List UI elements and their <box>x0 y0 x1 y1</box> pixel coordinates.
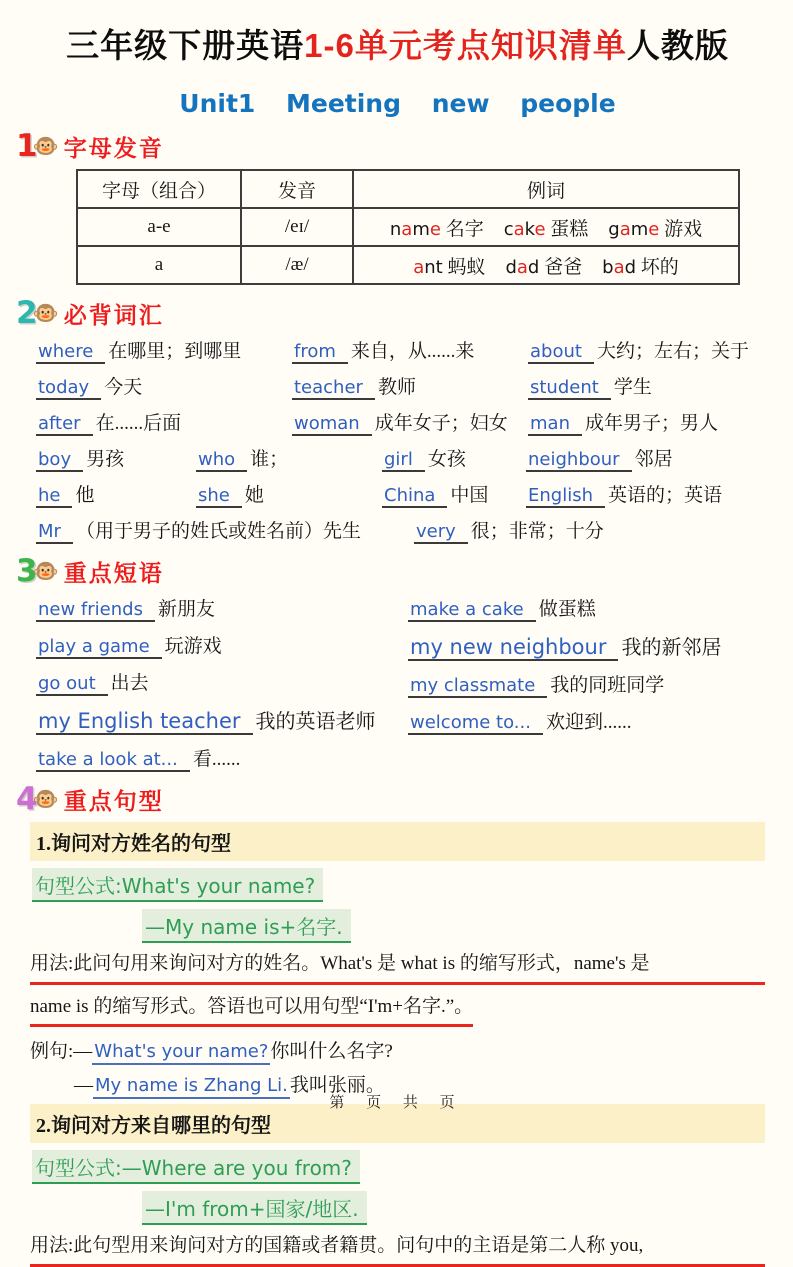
usage-paragraph <box>30 1232 765 1267</box>
phrase-item <box>36 668 408 695</box>
phrase-item <box>408 594 721 621</box>
vocab-item <box>36 480 196 507</box>
example-word <box>505 257 582 278</box>
vocab-word-en: she <box>196 485 242 508</box>
vocab-item <box>292 336 528 363</box>
vocab-word-zh: 英语的；英语 <box>608 485 723 506</box>
vocab-word-en: today <box>36 377 101 400</box>
example-word-en: dad <box>505 256 540 278</box>
monkey-icon: 🐵 <box>32 559 59 583</box>
vocab-word-en: very <box>414 521 468 544</box>
phrase-item <box>36 744 408 771</box>
phrase-column-right <box>408 594 721 771</box>
formula-line <box>32 1150 765 1184</box>
monkey-icon: 🐵 <box>32 787 59 811</box>
phonics-letters: a-e <box>77 208 241 246</box>
phonics-column-header: 发音 <box>241 170 353 208</box>
vocab-item <box>36 516 414 543</box>
vocab-item <box>526 444 673 471</box>
vocab-row <box>36 516 765 543</box>
phonics-examples <box>353 246 739 284</box>
phrase-en: my new neighbour <box>408 635 618 661</box>
phrase-en: play a game <box>36 636 162 659</box>
vocab-item <box>196 480 382 507</box>
phrase-zh: 出去 <box>110 673 149 694</box>
title-part-red: 1-6单元考点知识清单 <box>304 27 627 64</box>
vocab-item <box>528 336 749 363</box>
vocab-word-zh: （用于男子的姓氏或姓名前）先生 <box>75 521 361 542</box>
example-word-en: name <box>389 218 441 240</box>
phonics-table-header-row <box>77 170 739 208</box>
vocab-item <box>36 444 196 471</box>
example-prefix: 例句:— <box>30 1041 93 1063</box>
vocab-item <box>292 372 528 399</box>
phonics-examples <box>353 208 739 246</box>
usage-line: name is 的缩写形式。答语也可以用句型“I'm+名字.”。 <box>30 993 473 1028</box>
vocab-word-zh: 他 <box>75 485 95 506</box>
title-part-black-1: 三年级下册英语 <box>66 27 305 64</box>
vocab-row <box>36 444 765 471</box>
formula-line <box>142 909 765 943</box>
phrase-en: my English teacher <box>36 709 253 735</box>
page-footer: 第 页 共 页 <box>329 1095 464 1111</box>
phonics-table <box>76 169 740 285</box>
vocab-word-en: Mr <box>36 521 73 544</box>
formula-text: —My name is+名字. <box>142 909 351 943</box>
phonics-letters: a <box>77 246 241 284</box>
vocab-item <box>414 516 604 543</box>
vocab-item <box>36 372 292 399</box>
phrase-item <box>36 705 408 734</box>
section-title: 重点短语 <box>63 560 164 586</box>
section-number: 2 <box>16 295 38 331</box>
example-word-en: cake <box>503 218 546 240</box>
vocab-item <box>292 408 528 435</box>
vocab-word-zh: 邻居 <box>634 449 673 470</box>
pattern-heading: 2.询问对方来自哪里的句型 <box>30 1104 765 1143</box>
section-number: 1 <box>16 128 38 164</box>
vocab-word-zh: 学生 <box>613 377 652 398</box>
pattern-heading: 1.询问对方姓名的句型 <box>30 822 765 861</box>
phonics-sound: /æ/ <box>241 246 353 284</box>
pattern-block <box>30 822 765 1097</box>
vocab-word-en: where <box>36 341 105 364</box>
phrase-item <box>36 594 408 621</box>
example-zh: 你叫什么名字? <box>270 1041 393 1063</box>
example-word <box>504 219 589 240</box>
vocab-word-zh: 在哪里；到哪里 <box>108 341 242 362</box>
section-number: 4 <box>16 781 38 817</box>
vocab-item <box>526 480 722 507</box>
vocab-item <box>36 336 292 363</box>
vocab-word-en: woman <box>292 413 372 436</box>
vocab-word-zh: 中国 <box>450 485 489 506</box>
vocab-item <box>196 444 382 471</box>
page-title <box>30 20 765 67</box>
vocab-item <box>528 408 718 435</box>
formula-line <box>32 868 765 902</box>
example-word-zh: 坏的 <box>636 256 679 278</box>
example-word-zh: 蛋糕 <box>545 218 589 240</box>
phonics-column-header: 例词 <box>353 170 739 208</box>
vocab-item <box>36 408 292 435</box>
usage-line: 用法:此句型用来询问对方的国籍或者籍贯。问句中的主语是第二人称 you, <box>30 1232 765 1267</box>
phrase-item <box>36 631 408 658</box>
example-sentence <box>30 1036 765 1063</box>
vocab-word-en: girl <box>382 449 425 472</box>
formula-line <box>142 1191 765 1225</box>
vocab-word-en: student <box>528 377 611 400</box>
vocab-word-zh: 成年男子；男人 <box>584 413 718 434</box>
phrase-en: take a look at... <box>36 749 190 772</box>
example-word <box>413 257 485 278</box>
phrase-column-left <box>36 594 408 771</box>
example-word <box>602 257 679 278</box>
example-word-zh: 名字 <box>440 218 484 240</box>
monkey-icon: 🐵 <box>32 134 59 158</box>
vocab-word-en: who <box>196 449 247 472</box>
vocab-row <box>36 336 765 363</box>
phrase-item <box>408 631 721 660</box>
phonics-column-header: 字母（组合） <box>77 170 241 208</box>
vocab-item <box>382 444 526 471</box>
phonics-sound: /eɪ/ <box>241 208 353 246</box>
vocab-word-en: English <box>526 485 605 508</box>
phrase-item <box>408 670 721 697</box>
phonics-table-row <box>77 208 739 246</box>
vocab-word-zh: 谁； <box>250 449 289 470</box>
phrase-list <box>36 594 765 771</box>
vocab-word-zh: 很；非常；十分 <box>470 521 604 542</box>
example-word <box>390 219 484 240</box>
vocab-word-zh: 女孩 <box>427 449 466 470</box>
section-number: 3 <box>16 553 38 589</box>
formula-text: —I'm from+国家/地区. <box>142 1191 367 1225</box>
vocab-word-zh: 来自，从......来 <box>350 341 475 362</box>
example-word <box>608 219 702 240</box>
example-word-zh: 蚂蚁 <box>442 256 486 278</box>
vocab-word-en: China <box>382 485 447 508</box>
vocab-row <box>36 408 765 435</box>
vocab-word-zh: 在......后面 <box>95 413 182 434</box>
phrase-zh: 欢迎到...... <box>545 712 632 733</box>
section-header-vocabulary <box>16 297 765 330</box>
vocab-word-en: he <box>36 485 72 508</box>
section-header-phrases <box>16 555 765 588</box>
formula-text: 句型公式:What's your name? <box>32 868 323 902</box>
title-part-black-2: 人教版 <box>626 27 729 64</box>
vocab-word-en: neighbour <box>526 449 632 472</box>
example-word-zh: 游戏 <box>659 218 703 240</box>
section-title: 字母发音 <box>63 135 164 161</box>
vocab-word-zh: 成年女子；妇女 <box>374 413 508 434</box>
pattern-block <box>30 1104 765 1267</box>
phonics-table-row <box>77 246 739 284</box>
vocab-word-zh: 她 <box>244 485 264 506</box>
phrase-en: new friends <box>36 599 155 622</box>
vocab-item <box>382 480 526 507</box>
vocab-item <box>528 372 652 399</box>
vocab-word-zh: 教师 <box>377 377 416 398</box>
vocab-word-zh: 男孩 <box>86 449 125 470</box>
section-header-phonics <box>16 130 765 163</box>
vocab-word-en: teacher <box>292 377 375 400</box>
example-en: What's your name? <box>92 1041 270 1065</box>
usage-paragraph <box>30 950 765 1031</box>
section-title: 重点句型 <box>63 788 164 814</box>
example-en: My name is Zhang Li. <box>93 1075 290 1099</box>
usage-line: 用法:此问句用来询问对方的姓名。What's 是 what is 的缩写形式，name's 是 <box>30 950 765 985</box>
example-word-en: game <box>608 218 660 240</box>
phrase-en: go out <box>36 673 108 696</box>
section-title: 必背词汇 <box>63 302 164 328</box>
vocab-word-zh: 今天 <box>104 377 143 398</box>
formula-text: 句型公式:—Where are you from? <box>32 1150 360 1184</box>
monkey-icon: 🐵 <box>32 301 59 325</box>
phrase-en: my classmate <box>408 675 547 698</box>
example-word-en: bad <box>602 256 637 278</box>
vocab-word-en: from <box>292 341 348 364</box>
example-word-en: ant <box>413 256 443 278</box>
phrase-zh: 我的新邻居 <box>621 637 722 659</box>
vocabulary-list <box>36 336 765 543</box>
phrase-zh: 玩游戏 <box>164 636 222 657</box>
phrase-item <box>408 707 721 734</box>
example-zh: 我叫张丽。 <box>289 1075 385 1097</box>
phrase-zh: 看...... <box>192 749 241 770</box>
section-header-patterns <box>16 783 765 816</box>
vocab-row <box>36 372 765 399</box>
vocab-row <box>36 480 765 507</box>
example-prefix: — <box>74 1075 93 1097</box>
phrase-en: make a cake <box>408 599 536 622</box>
phrase-zh: 做蛋糕 <box>538 599 596 620</box>
vocab-word-zh: 大约；左右；关于 <box>596 341 749 362</box>
vocab-word-en: boy <box>36 449 83 472</box>
sentence-patterns <box>30 822 765 1267</box>
phrase-zh: 新朋友 <box>157 599 215 620</box>
vocab-word-en: about <box>528 341 594 364</box>
phrase-en: welcome to... <box>408 712 543 735</box>
unit-subtitle: Unit1 Meeting new people <box>179 89 616 118</box>
vocab-word-en: after <box>36 413 93 436</box>
phrase-zh: 我的英语老师 <box>255 711 376 733</box>
vocab-word-en: man <box>528 413 582 436</box>
example-word-zh: 爸爸 <box>539 256 583 278</box>
phrase-zh: 我的同班同学 <box>550 675 665 696</box>
